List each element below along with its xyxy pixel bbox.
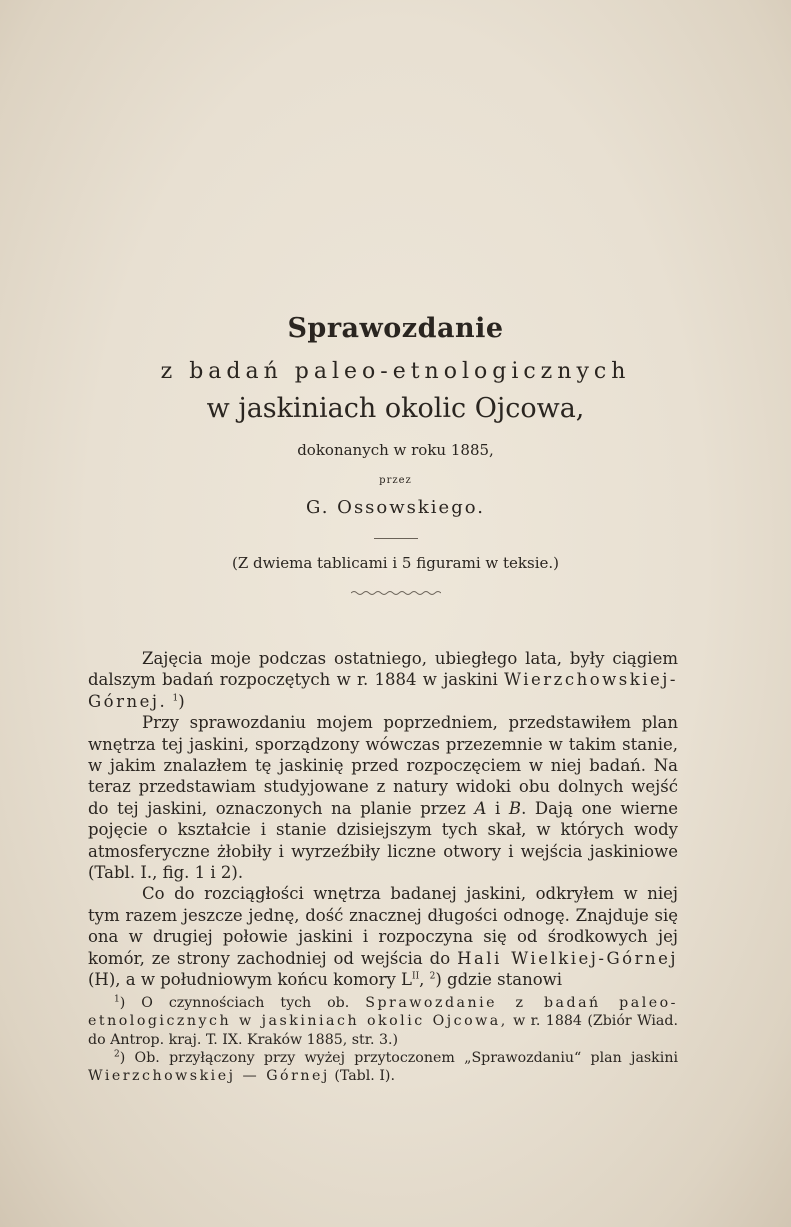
paragraph-2 (88, 712, 678, 883)
footnote-1-number: 1 (114, 994, 120, 1005)
report-date-line: dokonanych w roku 1885, (297, 441, 494, 459)
footnote-1-source: w r. 1884 (Zbiór Wiad. do Antrop. kraj. T. IX. Kraków 1885, str. 3.) (88, 1013, 678, 1048)
chamber-index: II (412, 971, 420, 982)
report-by: przez (379, 475, 412, 486)
paragraph-1 (88, 648, 678, 712)
footnote-1 (88, 994, 678, 1049)
ornament-wave (351, 589, 441, 597)
paragraph-3 (88, 883, 678, 990)
footnote-1-text: ) O czynnościach tych ob. (119, 995, 366, 1011)
paragraph-2-text: Przy sprawozdaniu mojem poprzedniem, przedstawiłem plan wnętrza tej jaskini, sporządzony wówczas przezemnie w takim stanie, w jakim znalazłem tę jaskinię przed rozpoczęciem w niej badań. Na teraz przedstawiam studyjowane z natury widoki obu dolnych wejść do tej jaskini, oznaczonych na planie przez (88, 713, 678, 818)
paragraph-3-text: Co do rozciągłości wnętrza badanej jaskini, odkryłem w niej tym razem jeszcze jednę, dość znacznej długości odnogę. Znajduje się ona w drugiej połowie jaskini i rozpoczyna się od środkowych jej komór, ze strony zachodniej od wejścia do (88, 884, 678, 968)
title-block (0, 312, 791, 601)
cave-name: Wierzchowskiej-Górnej. (88, 670, 678, 711)
title-divider (374, 538, 418, 539)
report-title: Sprawozdanie (287, 313, 504, 344)
footnotes (88, 994, 678, 1085)
paragraph-1-paren: ) (178, 691, 185, 711)
paragraph-3-end: ) gdzie stanowi (435, 970, 563, 990)
hall-name: Hali Wielkiej-Górnej (457, 948, 678, 968)
footnote-2-cave: Wierzchowskiej — Górnej (88, 1068, 330, 1085)
footnote-2 (88, 1049, 678, 1086)
footnote-ref-2: 2 (429, 971, 436, 982)
body-text (88, 648, 678, 991)
report-location: w jaskiniach okolic Ojcowa, (206, 393, 585, 424)
entrance-b: B (508, 798, 522, 818)
paragraph-1-text: Zajęcia moje podczas ostatniego, ubiegłego lata, były ciągiem dalszym badań rozpoczętych w r. 1884 w jaskini (88, 649, 678, 690)
paragraph-3-mid: (H), a w południowym końcu komory L (88, 970, 413, 990)
illustrations-note: (Z dwiema tablicami i 5 figurami w teksie.) (231, 554, 560, 572)
footnote-ref-1: 1 (172, 693, 179, 704)
paragraph-2-rest: . Dają one wierne pojęcie o kształcie i stanie dzisiejszym tych skał, w których wody atmosferyczne żłobiły i wyrzeźbiły liczne otwory i wejścia jaskiniowe (Tabl. I., fig. 1 i 2). (88, 798, 678, 883)
entrance-a: A (474, 798, 487, 818)
report-subtitle: z badań paleo-etnologicznych (160, 359, 631, 384)
footnote-1-title: Sprawozdanie z badań paleo-etnologicznych w jaskiniach okolic Ojcowa, (88, 995, 678, 1030)
footnote-2-ref: (Tabl. I). (329, 1068, 395, 1085)
paragraph-3-comma: , (419, 970, 430, 990)
report-author: G. Ossowskiego. (306, 497, 485, 518)
footnote-2-text: ) Ob. przyłączony przy wyżej przytoczonem „Sprawozdaniu“ plan jaskini (119, 1049, 678, 1066)
footnote-2-number: 2 (114, 1049, 120, 1060)
paragraph-2-and: i (486, 798, 509, 818)
